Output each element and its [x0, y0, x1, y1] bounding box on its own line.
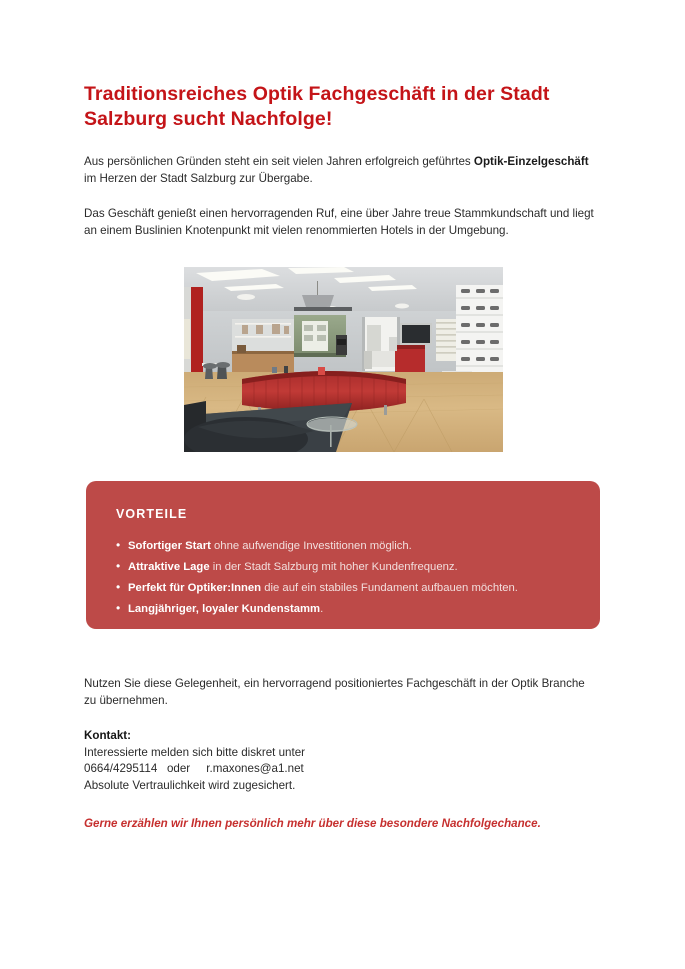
benefit-rest: in der Stadt Salzburg mit hoher Kundenfrequenz. — [209, 561, 458, 573]
intro-paragraph-1 — [84, 154, 597, 187]
closing-italic-line: Gerne erzählen wir Ihnen persönlich mehr über diese besondere Nachfolgechance. — [84, 817, 541, 830]
benefits-heading: VORTEILE — [116, 507, 188, 521]
intro-paragraph-1-text-after: im Herzen der Stadt Salzburg zur Übergabe. — [84, 171, 313, 185]
benefit-lead: Attraktive Lage — [128, 561, 210, 573]
intro-paragraph-1-emphasis: Optik-Einzelgeschäft — [473, 155, 589, 168]
shop-interior-photo — [184, 267, 503, 452]
list-item — [116, 601, 570, 617]
benefit-lead: Sofortiger Start — [128, 540, 211, 552]
intro-paragraph-1-text-before: Aus persönlichen Gründen steht ein seit vielen Jahren erfolgreich geführtes — [84, 155, 474, 168]
benefit-lead: Langjähriger, loyaler Kundenstamm — [128, 603, 321, 615]
closing-paragraph: Nutzen Sie diese Gelegenheit, ein hervorragend positioniertes Fachgeschäft in der Optik Branche zu übernehmen. — [84, 677, 585, 707]
contact-label: Kontakt: — [84, 729, 132, 742]
document-content — [84, 82, 601, 832]
benefit-rest: die auf ein stabiles Fundament aufbauen möchten. — [261, 582, 518, 594]
contact-instruction: Interessierte melden sich bitte diskret unter — [84, 745, 306, 759]
page-title-line-1: Traditionsreiches Optik Fachgeschäft in der Stadt — [84, 83, 550, 105]
contact-confidentiality-note: Absolute Vertraulichkeit wird zugesichert. — [84, 778, 296, 792]
list-item — [116, 559, 570, 575]
benefit-rest: . — [320, 603, 324, 615]
page-title-line-2: Salzburg sucht Nachfolge! — [84, 108, 333, 130]
shop-interior-illustration — [184, 267, 503, 452]
intro-paragraph-2: Das Geschäft genießt einen hervorragenden Ruf, eine über Jahre treue Stammkundschaft und liegt an einem Buslinien Knotenpunkt mit vielen renommierten Hotels in der Umgebung. — [84, 207, 594, 237]
list-item — [116, 538, 570, 554]
list-item — [116, 580, 570, 596]
benefits-list — [116, 538, 570, 617]
benefits-callout — [86, 481, 600, 629]
contact-phone-email-line: 0664/4295114 oder r.maxones@a1.net — [84, 762, 304, 775]
contact-block — [84, 728, 601, 794]
page-title — [84, 82, 594, 132]
benefit-lead: Perfekt für Optiker:Innen — [128, 582, 262, 594]
benefit-rest: ohne aufwendige Investitionen möglich. — [210, 540, 412, 552]
